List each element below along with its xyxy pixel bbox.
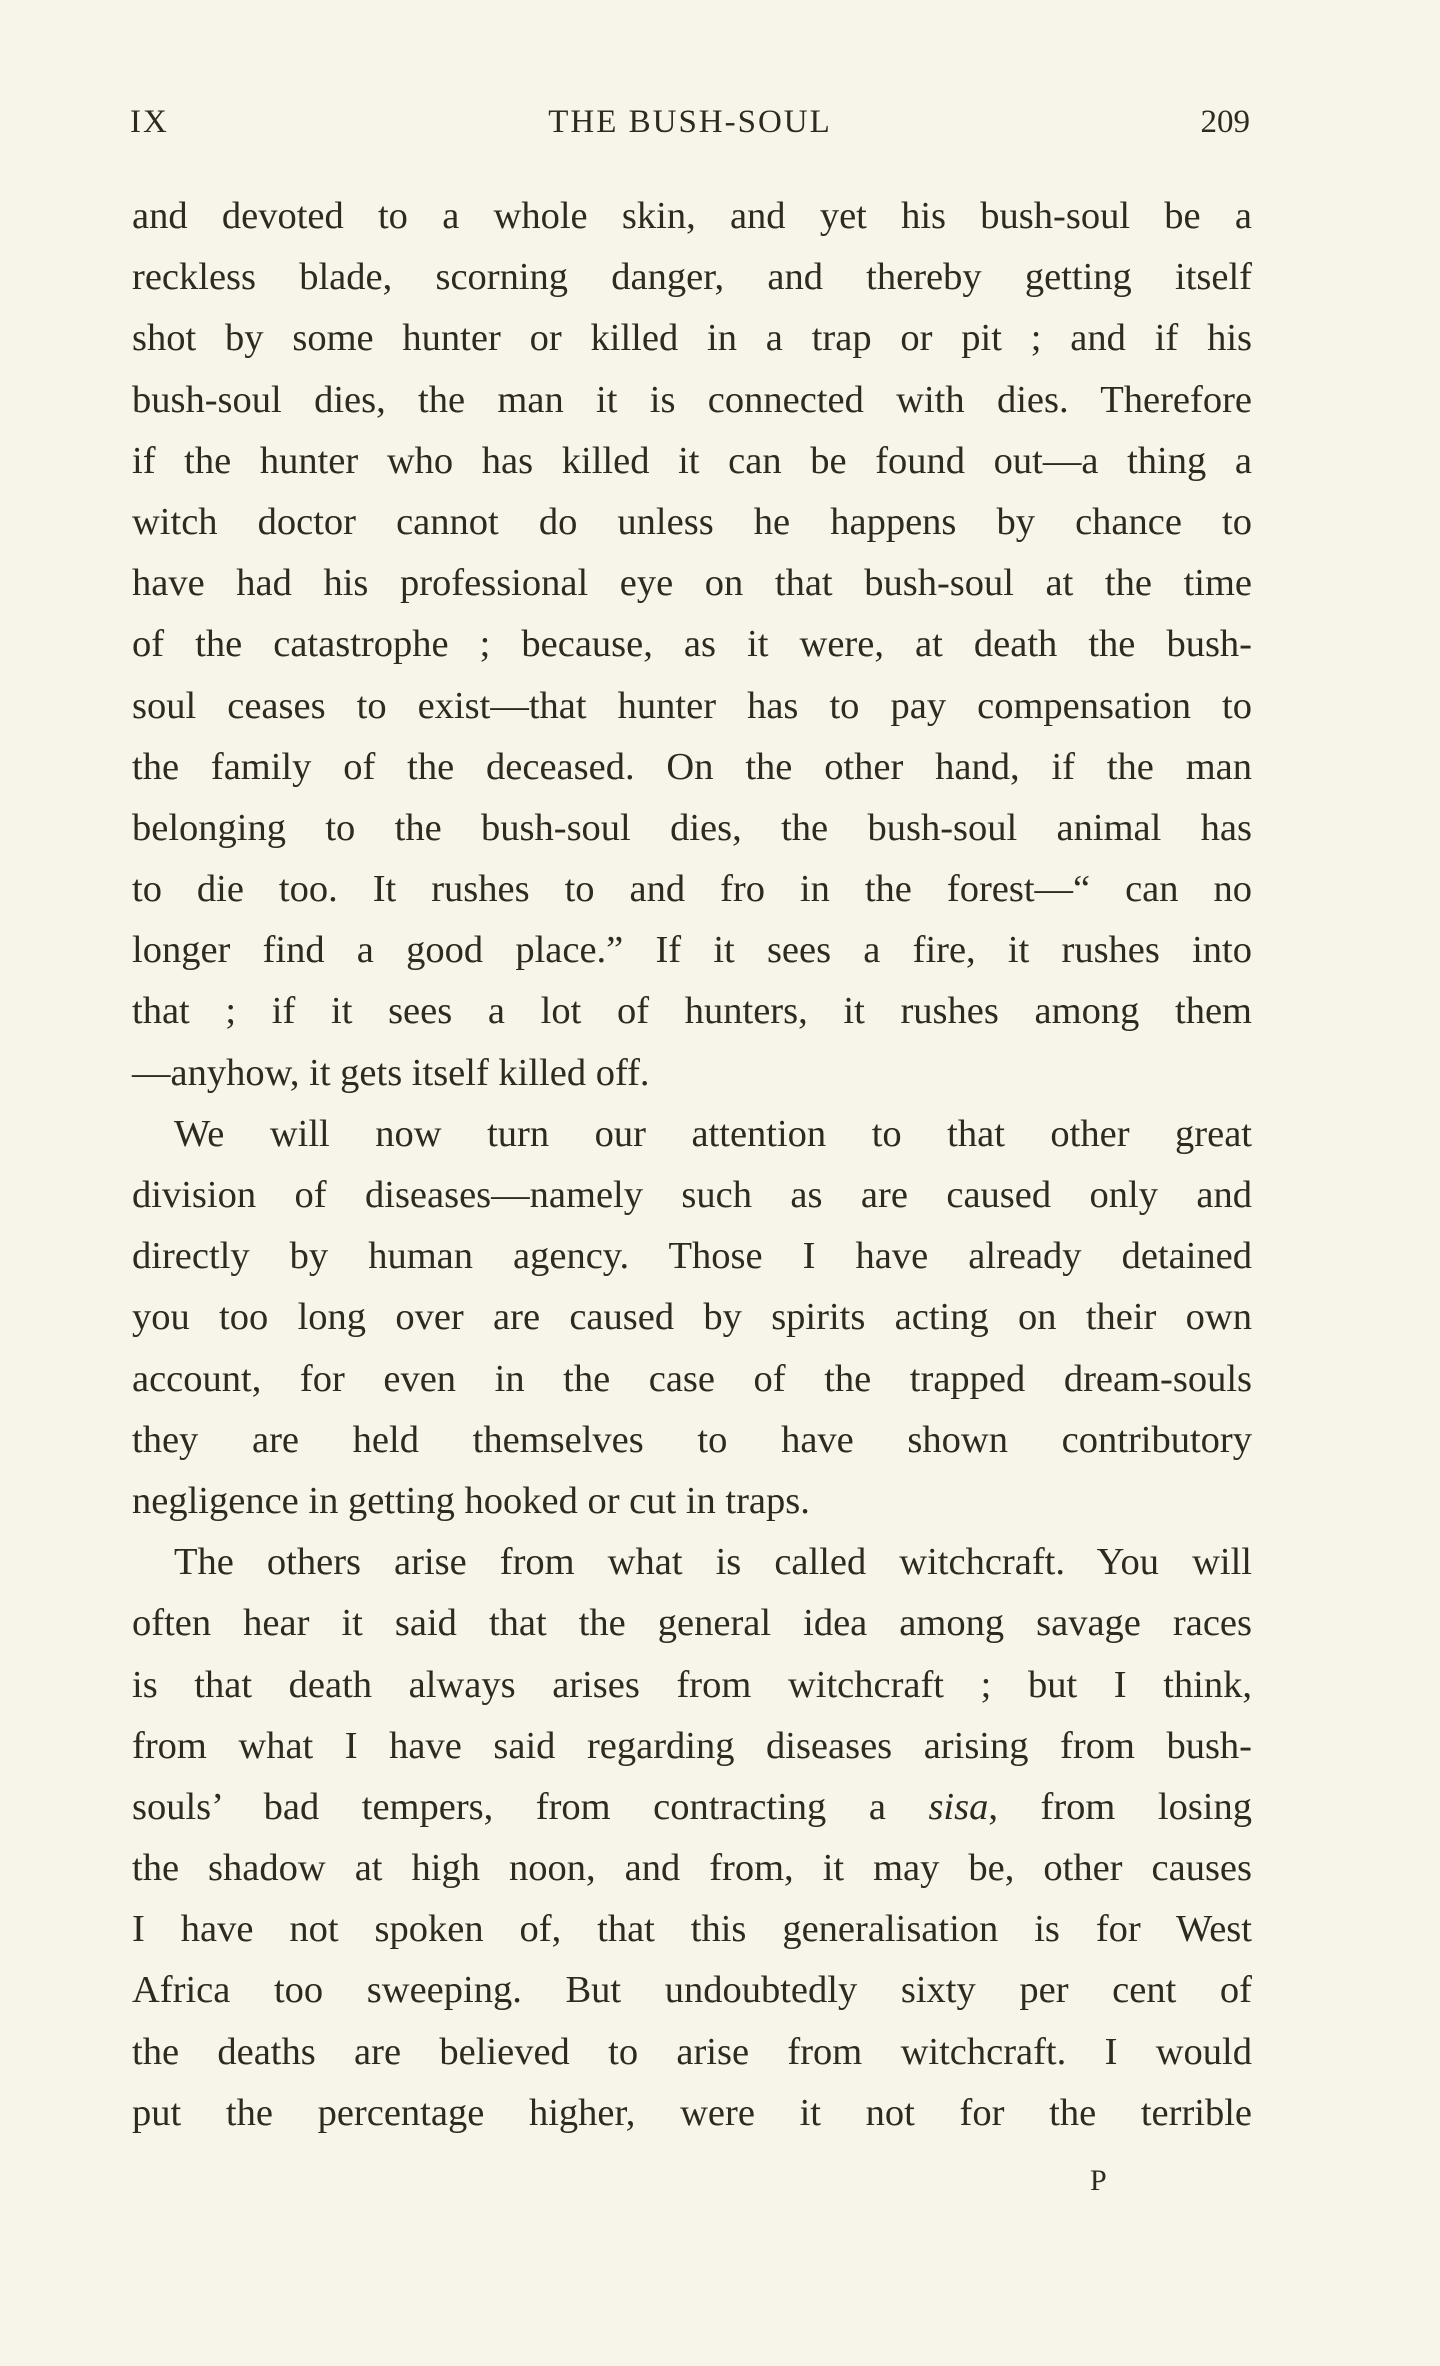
text-line: the deaths are believed to arise from witchcraft. I would	[132, 2030, 1252, 2073]
text-line: longer find a good place.” If it sees a fire, it rushes into	[132, 929, 1252, 972]
text-line: from what I have said regarding diseases arising from bush-	[132, 1724, 1252, 1767]
text-line: have had his professional eye on that bush-soul at the time	[132, 562, 1252, 605]
text-line: to die too. It rushes to and fro in the forest—“ can no	[132, 868, 1252, 911]
line-text-end: , from losing	[988, 1785, 1253, 1828]
text-line: division of diseases—namely such as are caused only and	[132, 1174, 1252, 1216]
text-line: Africa too sweeping. But undoubtedly sixty per cent of	[132, 1969, 1252, 2012]
text-line: of the catastrophe ; because, as it were, at death the bush-	[132, 623, 1252, 666]
body-text	[132, 186, 1252, 2144]
text-line: directly by human agency. Those I have already detained	[132, 1235, 1252, 1278]
text-line: soul ceases to exist—that hunter has to pay compensation to	[132, 684, 1252, 727]
paragraph-end-line: —anyhow, it gets itself killed off.	[132, 1051, 650, 1094]
text-line: often hear it said that the general idea among savage races	[132, 1602, 1252, 1645]
text-line: reckless blade, scorning danger, and thereby getting itself	[132, 256, 1252, 299]
text-line: if the hunter who has killed it can be found out—a thing a	[132, 439, 1252, 482]
text-line: is that death always arises from witchcraft ; but I think,	[132, 1663, 1252, 1706]
chapter-number: IX	[130, 104, 169, 140]
italic-term: sisa	[928, 1785, 989, 1828]
text-line: you too long over are caused by spirits acting on their own	[132, 1296, 1252, 1339]
text-line: shot by some hunter or killed in a trap or pit ; and if his	[132, 317, 1252, 360]
text-line: the shadow at high noon, and from, it may be, other causes	[132, 1847, 1252, 1890]
paragraph-start-line: We will now turn our attention to that other great	[174, 1112, 1252, 1155]
text-line: that ; if it sees a lot of hunters, it rushes among them	[132, 990, 1252, 1033]
signature-mark: P	[1090, 2164, 1108, 2197]
page-number: 209	[1200, 104, 1250, 140]
paragraph-start-line: The others arise from what is called witchcraft. You will	[174, 1541, 1252, 1584]
running-title: THE BUSH-SOUL	[548, 104, 832, 140]
paragraph-end-line: negligence in getting hooked or cut in traps.	[132, 1479, 810, 1522]
text-line: witch doctor cannot do unless he happens by chance to	[132, 500, 1252, 543]
text-line: I have not spoken of, that this generalisation is for West	[132, 1908, 1252, 1951]
text-line-with-italic	[132, 1777, 1252, 1838]
text-line: put the percentage higher, were it not for the terrible	[132, 2091, 1252, 2134]
text-line: account, for even in the case of the trapped dream-souls	[132, 1357, 1252, 1400]
text-line: they are held themselves to have shown contributory	[132, 1418, 1252, 1461]
text-line: the family of the deceased. On the other hand, if the man	[132, 745, 1252, 788]
running-head	[130, 104, 1250, 148]
text-line: bush-soul dies, the man it is connected with dies. Therefore	[132, 378, 1252, 421]
text-line: and devoted to a whole skin, and yet his bush-soul be a	[132, 195, 1252, 237]
text-line: belonging to the bush-soul dies, the bush-soul animal has	[132, 806, 1252, 849]
line-text-start: souls’ bad tempers, from contracting a	[132, 1785, 929, 1828]
